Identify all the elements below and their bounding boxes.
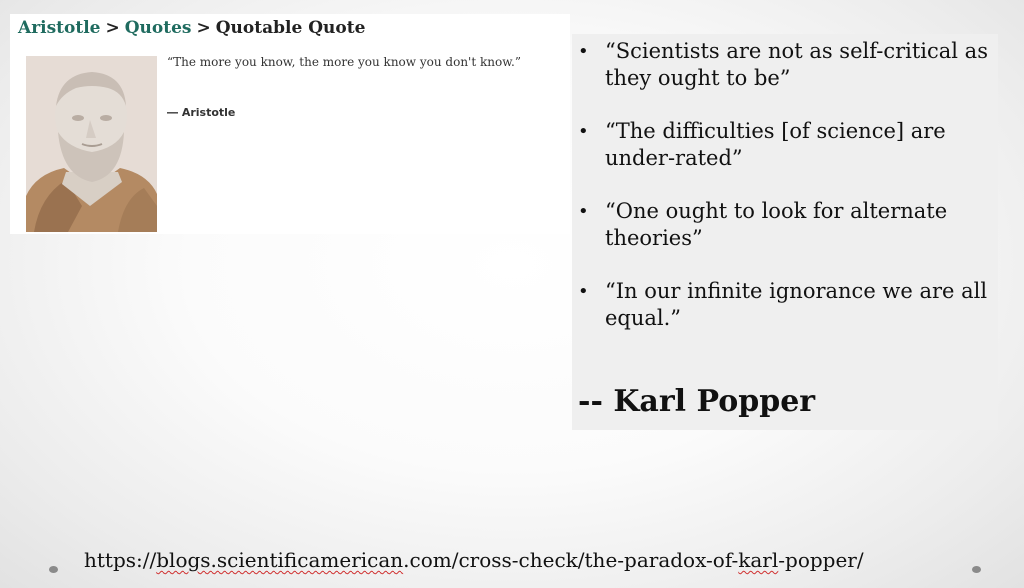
popper-quote-text: “In our infinite ignorance we are all equal.” [605,279,988,330]
popper-quote-text: “Scientists are not as self-critical as they ought to be” [605,39,988,90]
aristotle-quote-text: “The more you know, the more you know you don't know.” [167,55,522,69]
list-item [578,118,988,172]
slide-corner-dot [972,566,981,573]
list-item [578,198,988,252]
breadcrumb-separator: > [105,18,120,38]
aristotle-bust-illustration [26,56,157,232]
breadcrumb-quotes-link[interactable]: Quotes [124,18,192,38]
bullet-icon: • [578,281,589,302]
aristotle-bust-image [26,56,157,232]
url-part: https:// [84,548,157,572]
list-item [578,278,988,332]
bullet-icon: • [578,41,589,62]
bullet-icon: • [578,121,589,142]
slide-corner-dot [49,566,58,573]
aristotle-quote-card [10,14,570,234]
popper-attribution: -- Karl Popper [578,384,816,419]
url-part-spellcheck: blogs.scientificamerican [156,548,404,572]
popper-quotes-panel [572,34,998,430]
url-part: -popper/ [778,548,864,572]
popper-quote-list [578,38,988,358]
url-part-spellcheck: karl [738,548,779,572]
url-part: .com/cross-check/the-paradox-of- [403,548,739,572]
breadcrumb-aristotle-link[interactable]: Aristotle [18,18,101,38]
popper-quote-text: “One ought to look for alternate theories” [605,199,948,250]
list-item [578,38,988,92]
bullet-icon: • [578,201,589,222]
popper-quote-text: “The difficulties [of science] are under-rated” [605,119,946,170]
breadcrumb-current-page: Quotable Quote [215,18,366,38]
source-url-link[interactable] [84,548,864,572]
breadcrumb [18,18,365,38]
breadcrumb-separator: > [196,18,211,38]
aristotle-quote-author: ― Aristotle [167,106,236,119]
